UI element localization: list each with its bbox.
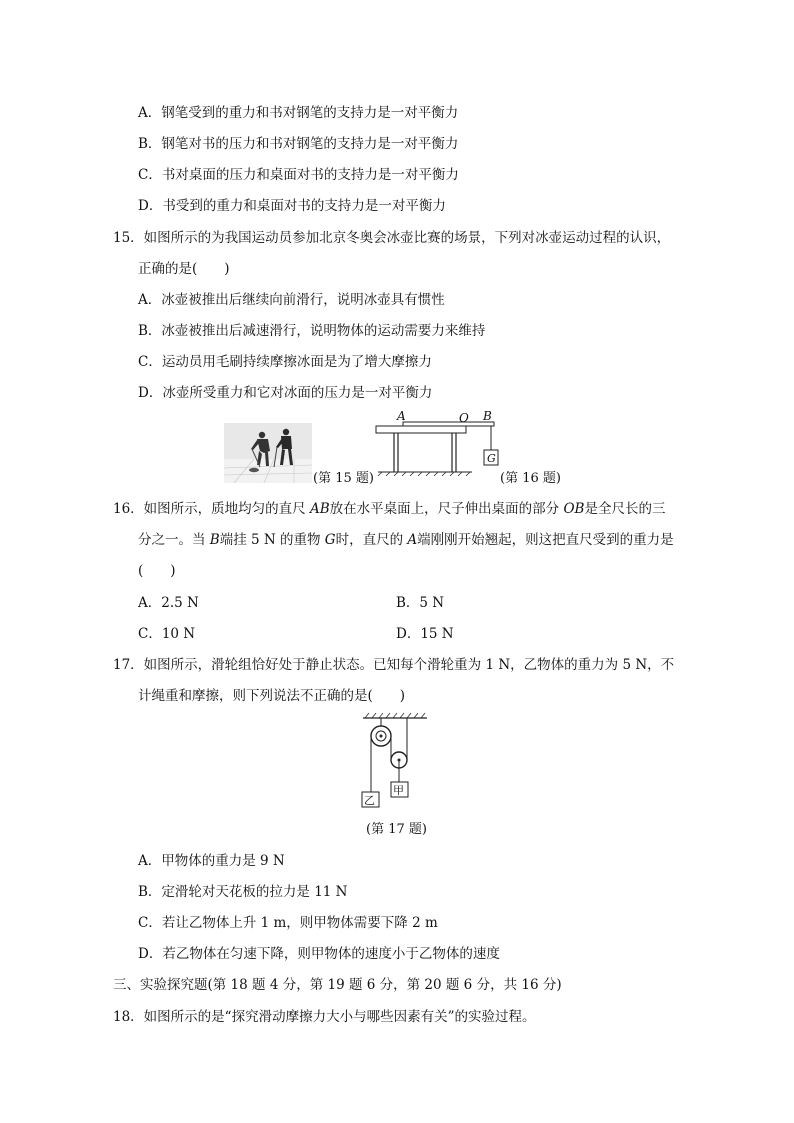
section-3-heading: 三、实验探究题(第 18 题 4 分，第 19 题 6 分，第 20 题 6 分，共 16 分) [113, 977, 562, 993]
q17-option-d: D．若乙物体在匀速下降，则甲物体的速度小于乙物体的速度 [138, 946, 500, 962]
q17-option-c: C．若让乙物体上升 1 m，则甲物体需要下降 2 m [138, 915, 438, 931]
label-a: A [397, 409, 406, 423]
q15-option-c: C．运动员用毛刷持续摩擦冰面是为了增大摩擦力 [138, 354, 432, 370]
figure-17-caption: (第 17 题) [366, 822, 427, 837]
label-b: B [483, 409, 492, 423]
q18-stem: 18．如图所示的是“探究滑动摩擦力大小与哪些因素有关”的实验过程。 [113, 1009, 536, 1025]
q15-stem-line1: 15．如图所示的为我国运动员参加北京冬奥会冰壶比赛的场景，下列对冰壶运动过程的认识， [113, 230, 671, 246]
q16-answer-blank: ( ) [138, 563, 176, 579]
q17-stem-line1: 17．如图所示，滑轮组恰好处于静止状态。已知每个滑轮重为 1 N，乙物体的重力为 5 N，不 [113, 657, 675, 673]
curling-photo [224, 423, 312, 483]
figure-15-caption: (第 15 题) [313, 471, 374, 486]
figure-16-caption: (第 16 题) [500, 471, 561, 486]
q16-option-c: C．10 N [138, 626, 196, 642]
q17-option-b: B．定滑轮对天花板的拉力是 11 N [138, 884, 348, 900]
q16-option-b: B．5 N [396, 595, 445, 611]
q16-option-a: A．2.5 N [138, 595, 199, 611]
q14-option-d: D．书受到的重力和桌面对书的支持力是一对平衡力 [138, 198, 446, 214]
q17-option-a: A．甲物体的重力是 9 N [138, 853, 285, 869]
q16-stem-line2: 分之一。当 B端挂 5 N 的重物 G时，直尺的 A端刚刚开始翘起，则这把直尺受到的重力是 [138, 532, 674, 548]
q14-option-c: C．书对桌面的压力和桌面对书的支持力是一对平衡力 [138, 167, 459, 183]
q14-option-b: B．钢笔对书的压力和书对钢笔的支持力是一对平衡力 [138, 136, 459, 152]
label-jia: 甲 [393, 784, 404, 797]
q17-stem-line2: 计绳重和摩擦，则下列说法不正确的是( ) [138, 688, 406, 704]
label-g: G [487, 452, 496, 465]
q16-stem-line1: 16．如图所示，质地均匀的直尺 AB放在水平桌面上，尺子伸出桌面的部分 OB是全尺长的三 [113, 501, 666, 517]
q15-stem-line2: 正确的是( ) [138, 261, 230, 277]
q16-option-d: D．15 N [396, 626, 454, 642]
q15-option-a: A．冰壶被推出后继续向前滑行，说明冰壶具有惯性 [138, 292, 445, 308]
label-o: O [459, 411, 469, 425]
ruler-table-diagram [370, 408, 500, 478]
q15-option-b: B．冰壶被推出后减速滑行，说明物体的运动需要力来维持 [138, 323, 486, 339]
q14-option-a: A．钢笔受到的重力和书对钢笔的支持力是一对平衡力 [138, 105, 459, 121]
q15-option-d: D．冰壶所受重力和它对冰面的压力是一对平衡力 [138, 385, 433, 401]
label-yi: 乙 [364, 794, 375, 807]
